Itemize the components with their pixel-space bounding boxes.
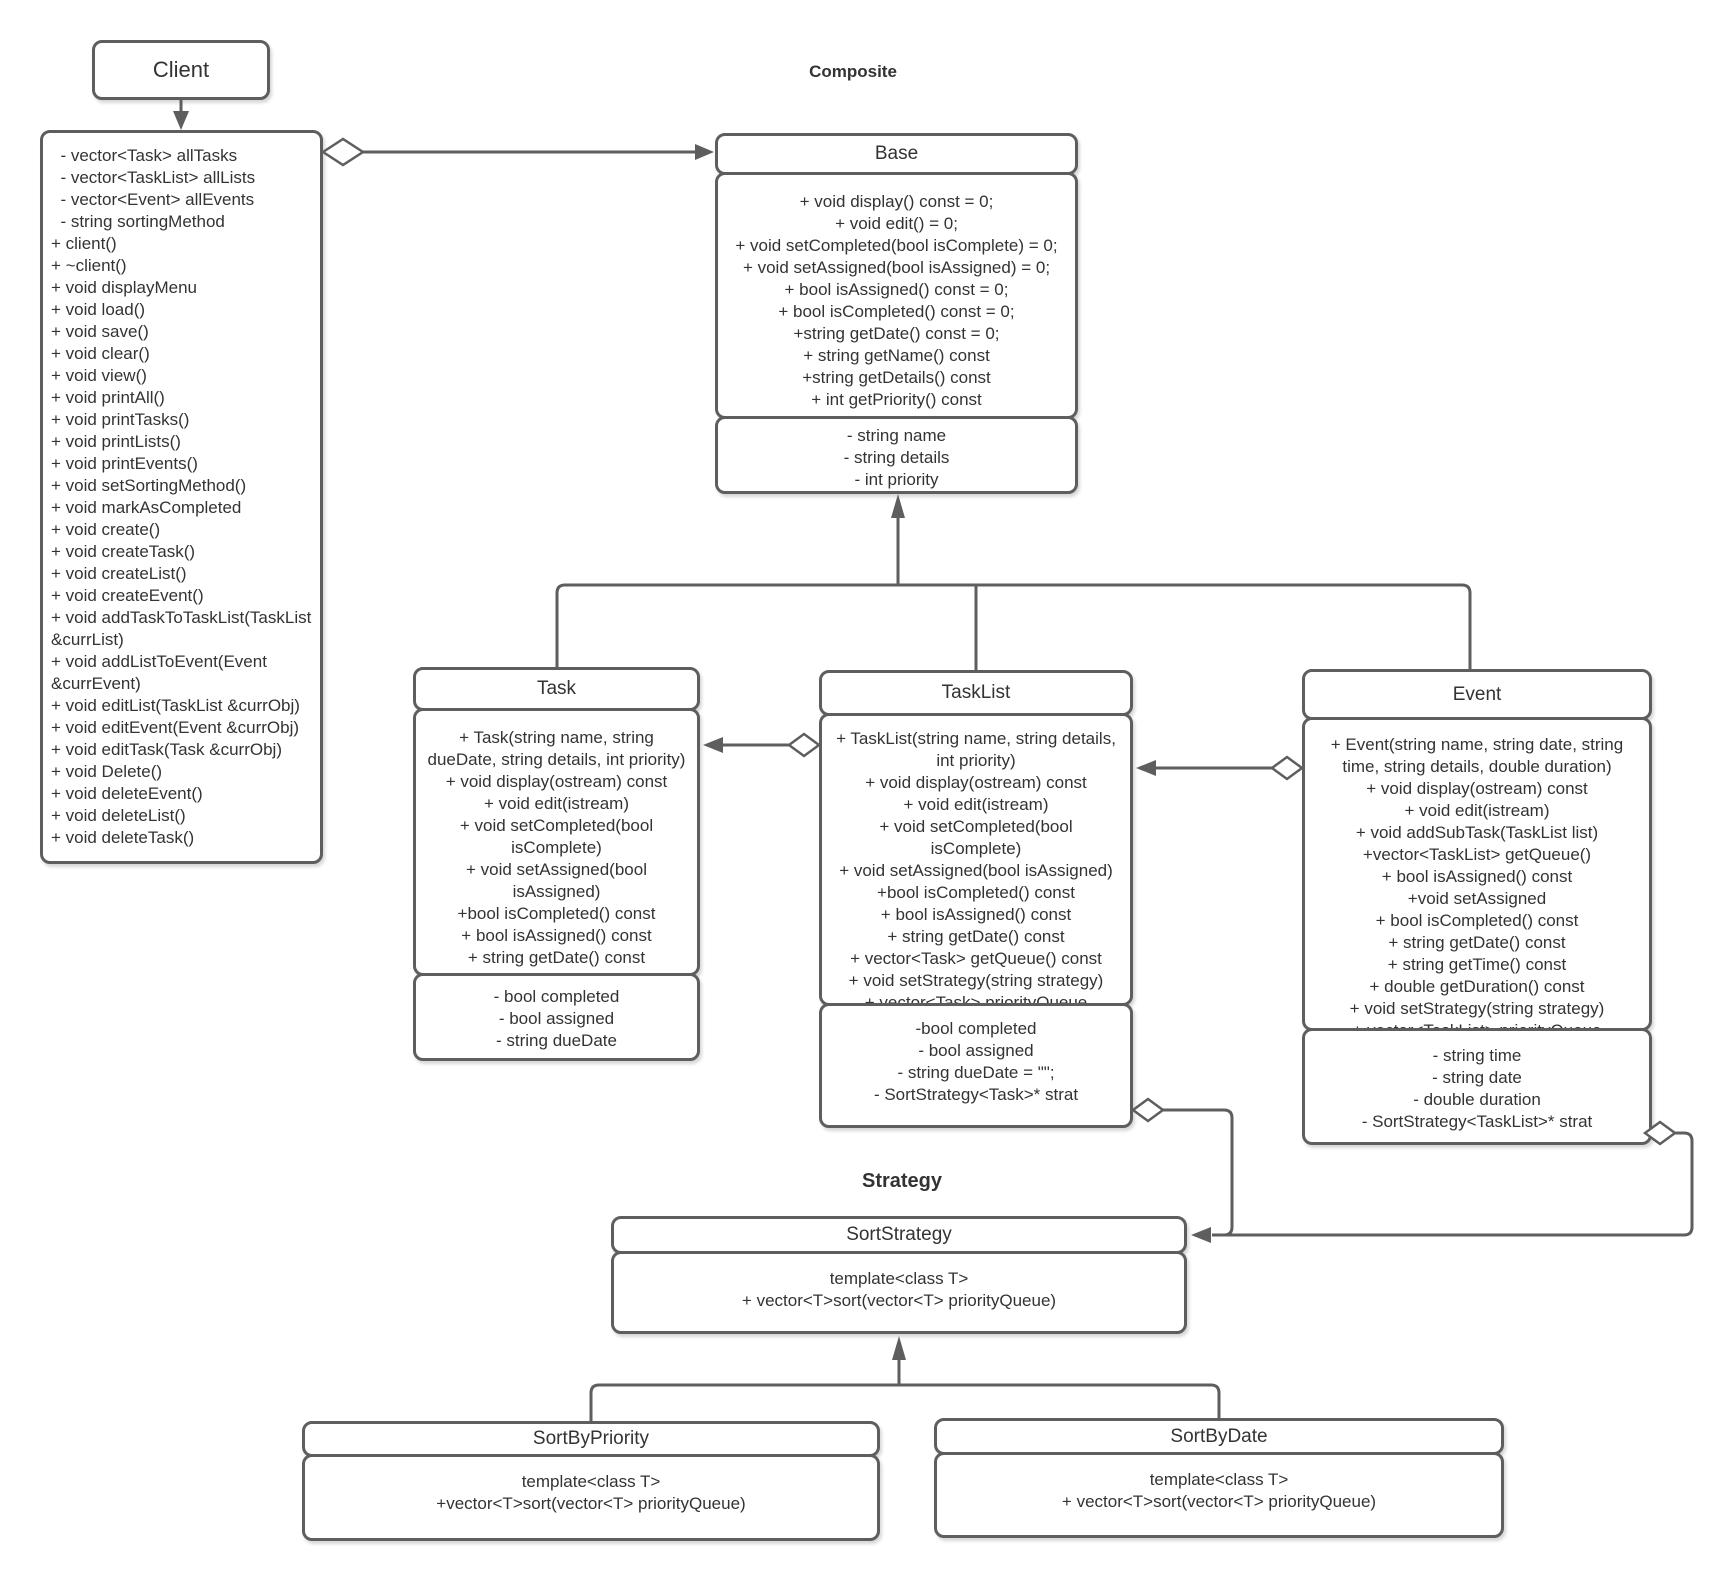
class-event-methods [1302,717,1652,1031]
class-base-attributes [715,416,1078,494]
member-line: + void editEvent(Event &currObj) [51,718,300,737]
member-line: - bool completed [493,987,620,1006]
member-line: + void display(ostream) const [445,772,668,791]
member-line: + void createTask() [51,542,196,561]
member-line: + void save() [51,322,149,341]
class-base-methods [715,172,1078,419]
class-sortstrategy-title: SortStrategy [611,1216,1187,1254]
member-line: +string getDate() const = 0; [793,324,1000,343]
member-line: + void setStrategy(string strategy) [1349,999,1605,1018]
member-line: + string getDate() const [467,948,646,967]
member-line: + bool isAssigned() const [880,905,1072,924]
member-line: +vector<T>sort(vector<T> priorityQueue) [436,1494,746,1513]
member-line: + void deleteList() [51,806,186,825]
member-line: + TaskList(string name, string details, int priority) [836,729,1116,770]
member-line: - double duration [1413,1090,1541,1109]
class-sortbypriority-methods [302,1454,880,1541]
member-line: + void editTask(Task &currObj) [51,740,282,759]
member-line: + void display() const = 0; [799,192,994,211]
member-line: + void createList() [51,564,187,583]
client-base-aggregation [323,139,714,165]
member-line: + void setCompleted(bool isComplete) [879,817,1073,858]
member-line: + void displayMenu [51,278,198,297]
class-client-title: Client [92,40,270,100]
member-line: + void view() [51,366,147,385]
member-line: + bool isAssigned() const = 0; [784,280,1009,299]
member-line: + void addListToEvent(Event &currEvent) [51,652,272,693]
member-line: + void Delete() [51,762,163,781]
member-line: template<class T> [521,1472,661,1491]
member-line: + void display(ostream) const [865,773,1087,792]
event-tasklist-aggregation [1136,757,1302,779]
member-line: +void setAssigned [1407,889,1547,908]
member-line: - SortStrategy<Task>* strat [873,1085,1079,1104]
class-task-methods [413,708,700,976]
composite-section-label: Composite [809,62,897,81]
member-line: + Task(string name, string dueDate, string details, int priority) [427,728,686,769]
member-line: + void addTaskToTaskList(TaskList &currList) [51,608,317,649]
member-line: + string getName() const [803,346,990,365]
member-line: + bool isCompleted() const = 0; [778,302,1015,321]
member-line: - bool assigned [918,1041,1034,1060]
member-line: +vector<TaskList> getQueue() [1362,845,1592,864]
member-line: + string getDate() const [887,927,1065,946]
class-tasklist-methods [819,713,1133,1006]
member-line: + ~client() [51,256,127,275]
member-line: + void edit(istream) [1404,801,1550,820]
member-line: - vector<Event> allEvents [51,190,255,209]
member-line: + void create() [51,520,161,539]
class-tasklist-attributes [819,1003,1133,1128]
class-tasklist-title: TaskList [819,670,1133,716]
member-line: + void clear() [51,344,150,363]
member-line: + void setAssigned(bool isAssigned) [466,860,647,901]
member-line: + void edit() = 0; [835,214,958,233]
base-inheritance-connector [557,494,1470,670]
member-line: template<class T> [1149,1470,1289,1489]
class-sortbydate-title: SortByDate [934,1418,1504,1455]
member-line: + void setAssigned(bool isAssigned) = 0; [742,258,1051,277]
class-event-attributes [1302,1028,1652,1145]
member-line: - bool assigned [498,1009,615,1028]
member-line: + void printAll() [51,388,165,407]
member-line: + void deleteTask() [51,828,195,847]
member-line: - string dueDate = ""; [897,1063,1055,1082]
member-line: - string time [1432,1046,1522,1065]
class-task-title: Task [413,667,700,711]
member-line: - string sortingMethod [51,212,225,231]
sortstrategy-inheritance-connector [591,1336,1219,1421]
member-line: +string getDetails() const [802,368,991,387]
member-line: + void setSortingMethod() [51,476,247,495]
member-line: + void display(ostream) const [1366,779,1588,798]
tasklist-sortstrategy-aggregation [1133,1099,1232,1235]
member-line: +bool isCompleted() const [457,904,656,923]
member-line: + void printTasks() [51,410,190,429]
member-line: + bool isCompleted() const [1375,911,1579,930]
member-line: + int getPriority() const [811,390,982,409]
member-line: - SortStrategy<TaskList>* strat [1361,1112,1593,1131]
member-line: + client() [51,234,117,253]
member-line: + void setStrategy(string strategy) [848,971,1104,990]
member-line: + void setCompleted(bool isComplete) [459,816,654,857]
member-line: + void printLists() [51,432,181,451]
member-line: +bool isCompleted() const [877,883,1075,902]
member-line: - string dueDate [496,1031,617,1050]
member-line: + void editList(TaskList &currObj) [51,696,300,715]
member-line: - string details [843,448,950,467]
member-line: -bool completed [915,1019,1037,1038]
class-task-attributes [413,973,700,1061]
member-line: + Event(string name, string date, string time, string details, double duration) [1330,735,1624,776]
member-line: + double getDuration() const [1369,977,1585,996]
member-line: template<class T> [829,1269,969,1288]
member-line: - string name [846,426,947,445]
member-line: + vector<T>sort(vector<T> priorityQueue) [741,1291,1057,1310]
member-line: + void setCompleted(bool isComplete) = 0; [735,236,1058,255]
member-line: + void addSubTask(TaskList list) [1355,823,1599,842]
class-base-title: Base [715,133,1078,175]
member-line: + void load() [51,300,146,319]
member-line: - vector<Task> allTasks [51,146,238,165]
member-line: + vector<Task> getQueue() const [850,949,1102,968]
class-client-members [40,130,323,864]
member-line: + void edit(istream) [903,795,1049,814]
member-line: + void markAsCompleted [51,498,242,517]
class-sortbydate-methods [934,1452,1504,1538]
member-line: + bool isAssigned() const [461,926,652,945]
member-line: - string date [1432,1068,1522,1087]
strategy-section-label: Strategy [861,1170,943,1192]
member-line: + void createEvent() [51,586,204,605]
class-sortstrategy-methods [611,1251,1187,1334]
class-event-title: Event [1302,669,1652,720]
member-line: + void setAssigned(bool isAssigned) [839,861,1113,880]
member-line: + void printEvents() [51,454,198,473]
tasklist-task-aggregation [703,734,819,756]
member-line: + string getTime() const [1387,955,1567,974]
member-line: + bool isAssigned() const [1381,867,1573,886]
client-title-to-members-connector [173,100,189,130]
member-line: - vector<TaskList> allLists [51,168,256,187]
member-line: + void edit(istream) [483,794,630,813]
member-line: + vector<T>sort(vector<T> priorityQueue) [1061,1492,1377,1511]
member-line: - int priority [854,470,939,489]
member-line: + string getDate() const [1388,933,1566,952]
class-sortbypriority-title: SortByPriority [302,1421,880,1457]
member-line: + void deleteEvent() [51,784,203,803]
